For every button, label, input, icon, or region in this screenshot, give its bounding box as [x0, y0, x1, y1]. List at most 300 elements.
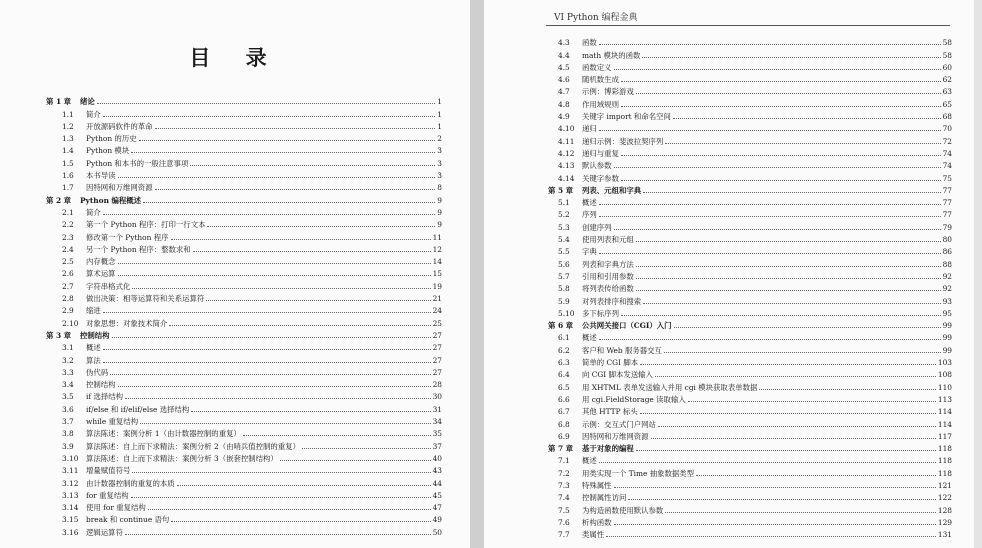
toc-entry-page: 114 — [937, 419, 952, 429]
toc-leader-dots — [664, 352, 941, 353]
toc-entry-page: 15 — [432, 269, 442, 279]
toc-entry-number: 3.7 — [62, 417, 74, 427]
toc-section-entry — [548, 330, 952, 342]
toc-entry-page: 1 — [437, 97, 442, 107]
toc-entry-label: 因特网和万维网资源 — [582, 431, 649, 441]
toc-section-entry — [548, 515, 952, 527]
toc-entry-label: 简介 — [86, 207, 101, 217]
toc-entry-number: 3.13 — [62, 490, 79, 500]
toc-entry-page: 49 — [432, 515, 442, 525]
toc-leader-dots — [118, 386, 431, 387]
toc-chapter-entry — [46, 328, 442, 340]
book-gutter — [470, 0, 484, 548]
toc-entry-page: 27 — [432, 343, 442, 353]
toc-section-entry — [548, 170, 952, 182]
toc-section-entry — [46, 168, 442, 180]
toc-leader-dots — [636, 278, 941, 279]
toc-entry-number: 1.6 — [62, 171, 74, 181]
toc-entry-page: 129 — [937, 517, 952, 527]
toc-section-entry — [548, 502, 952, 514]
toc-entry-number: 4.10 — [558, 124, 575, 134]
toc-entry-label: 用类实现一个 Time 抽象数据类型 — [582, 468, 695, 478]
toc-leader-dots — [171, 239, 431, 240]
toc-entry-label: 类属性 — [582, 530, 605, 540]
toc-leader-dots — [665, 512, 936, 513]
toc-entry-page: 65 — [942, 99, 952, 109]
toc-section-entry — [46, 205, 442, 217]
toc-entry-label: 开放源码软件的革命 — [86, 121, 153, 131]
toc-leader-dots — [599, 462, 936, 463]
toc-section-entry — [548, 47, 952, 59]
toc-entry-number: 2.9 — [62, 306, 74, 316]
toc-entry-page: 108 — [937, 370, 952, 380]
toc-leader-dots — [636, 241, 941, 242]
toc-entry-number: 6.6 — [558, 394, 570, 404]
toc-entry-label: 做出决策：相等运算符和关系运算符 — [86, 294, 205, 304]
toc-chapter-entry — [548, 441, 952, 453]
toc-leader-dots — [688, 401, 936, 402]
toc-section-entry — [46, 254, 442, 266]
toc-section-entry — [46, 242, 442, 254]
toc-entry-page: 118 — [937, 468, 952, 478]
toc-entry-label: 默认参数 — [582, 161, 612, 171]
toc-entry-label: 概述 — [582, 198, 597, 208]
toc-section-entry — [548, 60, 952, 72]
toc-section-entry — [46, 303, 442, 315]
toc-entry-page: 58 — [942, 38, 952, 48]
toc-entry-page: 50 — [432, 527, 442, 537]
toc-section-entry — [548, 269, 952, 281]
toc-entry-number: 3.10 — [62, 453, 79, 463]
toc-entry-number: 7.4 — [558, 493, 570, 503]
toc-entry-page: 37 — [432, 441, 442, 451]
toc-section-entry — [46, 180, 442, 192]
toc-section-entry — [548, 146, 952, 158]
toc-entry-label: 递归与重复 — [582, 148, 619, 158]
toc-section-entry — [548, 416, 952, 428]
toc-entry-number: 6.2 — [558, 345, 570, 355]
toc-entry-page: 19 — [432, 281, 442, 291]
toc-entry-label: 随机数生成 — [582, 75, 619, 85]
toc-entry-page: 88 — [942, 259, 952, 269]
toc-entry-number: 3.5 — [62, 392, 74, 402]
toc-leader-dots — [280, 460, 431, 461]
toc-entry-label: 引用和引用参数 — [582, 271, 634, 281]
toc-entry-page: 9 — [437, 220, 442, 230]
toc-entry-number: 3.2 — [62, 355, 74, 365]
toc-leader-dots — [148, 509, 431, 510]
toc-entry-page: 9 — [437, 207, 442, 217]
toc-section-entry — [46, 401, 442, 413]
toc-leader-dots — [621, 106, 941, 107]
toc-entry-page: 24 — [432, 306, 442, 316]
toc-section-entry — [46, 377, 442, 389]
toc-entry-number: 3.3 — [62, 367, 74, 377]
toc-section-entry — [548, 256, 952, 268]
toc-leader-dots — [131, 152, 435, 153]
toc-entry-number: 7.2 — [558, 468, 570, 478]
toc-leader-dots — [696, 475, 936, 476]
toc-entry-label: 多下标序列 — [582, 308, 619, 318]
toc-leader-dots — [643, 303, 940, 304]
toc-entry-number: 6.8 — [558, 419, 570, 429]
toc-leader-dots — [193, 251, 431, 252]
toc-section-entry — [548, 281, 952, 293]
toc-entry-number: 5.1 — [558, 198, 570, 208]
toc-entry-page: 63 — [942, 87, 952, 97]
toc-entry-label: Python 和本书的一般注意事项 — [86, 158, 189, 168]
toc-section-entry — [46, 488, 442, 500]
toc-entry-page: 14 — [432, 257, 442, 267]
toc-entry-number: 4.11 — [558, 136, 575, 146]
toc-entry-page: 68 — [942, 112, 952, 122]
toc-entry-number: 3.12 — [62, 478, 79, 488]
toc-entry-number: 3.9 — [62, 441, 74, 451]
toc-leader-dots — [103, 349, 431, 350]
toc-entry-page: 62 — [942, 75, 952, 85]
toc-entry-number: 2.8 — [62, 294, 74, 304]
left-page — [0, 0, 470, 548]
toc-entry-page: 3 — [437, 171, 442, 181]
toc-leader-dots — [112, 337, 431, 338]
toc-section-entry — [46, 340, 442, 352]
toc-leader-dots — [665, 143, 940, 144]
toc-entry-label: 序列 — [582, 210, 597, 220]
toc-entry-page: 70 — [942, 124, 952, 134]
toc-entry-page: 1 — [437, 109, 442, 119]
toc-section-entry — [46, 291, 442, 303]
toc-entry-number: 5.6 — [558, 259, 570, 269]
toc-leader-dots — [640, 413, 936, 414]
toc-leader-dots — [118, 177, 436, 178]
toc-entry-page: 34 — [432, 417, 442, 427]
toc-entry-number: 3.14 — [62, 503, 79, 513]
toc-entry-number: 第 1 章 — [46, 97, 72, 107]
toc-entry-number: 第 7 章 — [548, 444, 574, 454]
toc-entry-label: 算术运算 — [86, 269, 116, 279]
toc-entry-label: 缩进 — [86, 306, 101, 316]
toc-entry-label: 概述 — [582, 333, 597, 343]
toc-entry-page: 118 — [937, 456, 952, 466]
toc-entry-number: 3.1 — [62, 343, 74, 353]
toc-section-entry — [46, 463, 442, 475]
toc-entry-label: 简介 — [86, 109, 101, 119]
toc-leader-dots — [143, 202, 435, 203]
toc-leader-dots — [599, 44, 941, 45]
toc-entry-number: 第 6 章 — [548, 321, 574, 331]
toc-entry-label: 另一个 Python 程序：整数求和 — [86, 244, 191, 254]
toc-entry-page: 3 — [437, 158, 442, 168]
toc-entry-page: 117 — [937, 431, 952, 441]
toc-leader-dots — [155, 128, 436, 129]
toc-section-entry — [548, 207, 952, 219]
toc-entry-label: if/else 和 if/elif/else 选择结构 — [86, 404, 190, 414]
toc-entry-label: 简单的 CGI 脚本 — [582, 358, 639, 368]
toc-section-entry — [46, 131, 442, 143]
toc-section-entry — [548, 478, 952, 490]
toc-entry-page: 12 — [432, 244, 442, 254]
toc-entry-number: 2.10 — [62, 318, 79, 328]
toc-leader-dots — [103, 214, 436, 215]
toc-entry-page: 28 — [432, 380, 442, 390]
toc-leader-dots — [171, 521, 430, 522]
toc-entry-page: 35 — [432, 429, 442, 439]
toc-entry-label: 字符串格式化 — [86, 281, 131, 291]
toc-leader-dots — [103, 362, 431, 363]
toc-leader-dots — [125, 534, 431, 535]
toc-leader-dots — [599, 253, 941, 254]
toc-section-entry — [46, 414, 442, 426]
toc-section-entry — [548, 379, 952, 391]
toc-entry-page: 77 — [942, 185, 952, 195]
toc-leader-dots — [207, 226, 435, 227]
toc-leader-dots — [132, 288, 430, 289]
toc-entry-page: 27 — [432, 355, 442, 365]
toc-entry-label: 基于对象的编程 — [582, 444, 634, 454]
toc-leader-dots — [759, 389, 936, 390]
toc-entry-number: 6.1 — [558, 333, 570, 343]
toc-entry-number: 第 5 章 — [548, 185, 574, 195]
toc-leader-dots — [206, 300, 430, 301]
toc-entry-page: 25 — [432, 318, 442, 328]
toc-leader-dots — [599, 339, 941, 340]
toc-entry-page: 45 — [432, 490, 442, 500]
toc-entry-page: 79 — [942, 222, 952, 232]
toc-leader-dots — [673, 118, 941, 119]
toc-entry-page: 31 — [432, 404, 442, 414]
toc-entry-page: 75 — [942, 173, 952, 183]
toc-entry-number: 4.4 — [558, 50, 570, 60]
toc-entry-number: 5.9 — [558, 296, 570, 306]
toc-entry-label: 本书导读 — [86, 171, 116, 181]
toc-chapter-entry — [548, 183, 952, 195]
toc-section-entry — [548, 527, 952, 539]
toc-entry-page: 131 — [937, 530, 952, 540]
toc-entry-number: 5.3 — [558, 222, 570, 232]
toc-entry-number: 1.7 — [62, 183, 74, 193]
toc-entry-number: 3.15 — [62, 515, 79, 525]
toc-entry-page: 114 — [937, 407, 952, 417]
toc-entry-number: 6.3 — [558, 358, 570, 368]
toc-entry-page: 30 — [432, 392, 442, 402]
toc-leader-dots — [118, 275, 431, 276]
toc-leader-dots — [614, 487, 936, 488]
toc-leader-dots — [614, 524, 936, 525]
toc-leader-dots — [139, 140, 436, 141]
toc-entry-page: 27 — [432, 330, 442, 340]
toc-leader-dots — [97, 103, 436, 104]
toc-section-entry — [46, 438, 442, 450]
toc-leader-dots — [642, 57, 940, 58]
toc-entry-number: 4.13 — [558, 161, 575, 171]
toc-leader-dots — [606, 536, 936, 537]
toc-leader-dots — [140, 423, 430, 424]
toc-entry-page: 95 — [942, 308, 952, 318]
toc-leader-dots — [628, 499, 936, 500]
toc-entry-page: 3 — [437, 146, 442, 156]
toc-entry-page: 44 — [432, 478, 442, 488]
toc-entry-number: 5.4 — [558, 235, 570, 245]
toc-entry-number: 5.7 — [558, 271, 570, 281]
toc-entry-label: math 模块的函数 — [582, 50, 641, 60]
toc-entry-number: 5.2 — [558, 210, 570, 220]
toc-leader-dots — [658, 426, 936, 427]
toc-entry-label: 递归 — [582, 124, 597, 134]
toc-entry-number: 3.8 — [62, 429, 74, 439]
toc-entry-number: 7.5 — [558, 505, 570, 515]
toc-section-entry — [46, 106, 442, 118]
toc-entry-page: 86 — [942, 247, 952, 257]
toc-entry-label: 修改第一个 Python 程序 — [86, 232, 169, 242]
page-edge — [974, 0, 982, 548]
toc-entry-number: 第 3 章 — [46, 330, 72, 340]
toc-entry-page: 122 — [937, 493, 952, 503]
toc-entry-number: 1.3 — [62, 134, 74, 144]
toc-section-entry — [548, 195, 952, 207]
toc-entry-page: 99 — [942, 321, 952, 331]
toc-section-entry — [46, 365, 442, 377]
toc-entry-label: 伪代码 — [86, 367, 109, 377]
toc-entry-page: 27 — [432, 367, 442, 377]
toc-entry-page: 43 — [432, 466, 442, 476]
toc-entry-page: 72 — [942, 136, 952, 146]
toc-leader-dots — [651, 438, 936, 439]
toc-entry-number: 6.9 — [558, 431, 570, 441]
toc-entry-label: 析构函数 — [582, 517, 612, 527]
toc-entry-label: 控制结构 — [80, 330, 110, 340]
toc-leader-dots — [621, 81, 941, 82]
toc-entry-label: 关键字 import 和命名空间 — [582, 112, 671, 122]
toc-entry-number: 3.11 — [62, 466, 79, 476]
toc-entry-number: 6.4 — [558, 370, 570, 380]
toc-section-entry — [548, 72, 952, 84]
toc-section-entry — [46, 229, 442, 241]
toc-entry-number: 4.7 — [558, 87, 570, 97]
toc-entry-number: 5.5 — [558, 247, 570, 257]
toc-entry-label: 列表、元组和字典 — [582, 185, 642, 195]
toc-entry-page: 113 — [937, 394, 952, 404]
toc-leader-dots — [103, 312, 431, 313]
toc-entry-label: 概述 — [86, 343, 101, 353]
toc-entry-label: for 重复结构 — [86, 490, 129, 500]
toc-entry-label: 列表和字典方法 — [582, 259, 634, 269]
toc-entry-label: Python 编程概述 — [80, 195, 142, 205]
toc-entry-label: 字典 — [582, 247, 597, 257]
toc-entry-label: 其他 HTTP 标头 — [582, 407, 638, 417]
toc-entry-label: 示例：博彩游戏 — [582, 87, 634, 97]
toc-entry-number: 1.5 — [62, 158, 74, 168]
toc-section-entry — [548, 121, 952, 133]
toc-title: 目 录 — [189, 45, 281, 70]
toc-entry-page: 121 — [937, 480, 952, 490]
toc-section-entry — [548, 404, 952, 416]
toc-section-entry — [548, 158, 952, 170]
toc-section-entry — [46, 500, 442, 512]
toc-section-entry — [46, 119, 442, 131]
toc-entry-label: 第一个 Python 程序：打印一行文本 — [86, 220, 206, 230]
toc-entry-page: 103 — [937, 358, 952, 368]
toc-entry-number: 7.6 — [558, 517, 570, 527]
toc-entry-page: 110 — [937, 382, 952, 392]
toc-entry-label: 对象思想：对象技术简介 — [86, 318, 168, 328]
toc-leader-dots — [614, 167, 941, 168]
toc-entry-page: 74 — [942, 148, 952, 158]
toc-entry-page: 2 — [437, 134, 442, 144]
toc-entry-number: 4.9 — [558, 112, 570, 122]
toc-section-entry — [548, 109, 952, 121]
toc-entry-page: 74 — [942, 161, 952, 171]
toc-section-entry — [46, 512, 442, 524]
running-head: VI Python 编程金典 — [554, 13, 638, 23]
toc-leader-dots — [177, 485, 431, 486]
toc-entry-page: 21 — [432, 294, 442, 304]
toc-leader-dots — [103, 116, 436, 117]
toc-section-entry — [548, 35, 952, 47]
toc-entry-label: 特殊属性 — [582, 480, 612, 490]
toc-section-entry — [548, 306, 952, 318]
toc-leader-dots — [614, 69, 941, 70]
toc-entry-label: 关键字参数 — [582, 173, 619, 183]
toc-leader-dots — [118, 263, 431, 264]
toc-section-entry — [548, 342, 952, 354]
right-page — [484, 0, 974, 548]
toc-leader-dots — [599, 130, 941, 131]
toc-section-entry — [548, 219, 952, 231]
toc-entry-number: 2.3 — [62, 232, 74, 242]
toc-leader-dots — [636, 266, 941, 267]
toc-section-entry — [46, 315, 442, 327]
toc-entry-number: 4.12 — [558, 148, 575, 158]
toc-chapter-entry — [548, 318, 952, 330]
toc-entry-label: 对列表排序和搜索 — [582, 296, 642, 306]
toc-entry-page: 77 — [942, 210, 952, 220]
toc-leader-dots — [243, 435, 431, 436]
toc-entry-page: 40 — [432, 453, 442, 463]
toc-entry-number: 7.1 — [558, 456, 570, 466]
toc-entry-page: 60 — [942, 62, 952, 72]
toc-entry-page: 99 — [942, 345, 952, 355]
toc-entry-page: 80 — [942, 235, 952, 245]
toc-leader-dots — [599, 204, 941, 205]
toc-section-entry — [46, 426, 442, 438]
toc-section-entry — [46, 143, 442, 155]
toc-entry-number: 4.5 — [558, 62, 570, 72]
toc-entry-label: Python 的历史 — [86, 134, 137, 144]
toc-entry-label: 因特网和万维网资源 — [86, 183, 153, 193]
toc-leader-dots — [155, 189, 436, 190]
toc-entry-number: 1.1 — [62, 109, 74, 119]
toc-entry-number: 5.8 — [558, 284, 570, 294]
toc-section-entry — [46, 266, 442, 278]
toc-entry-number: 6.7 — [558, 407, 570, 417]
toc-entry-label: 使用列表和元组 — [582, 235, 634, 245]
toc-entry-label: 创建序列 — [582, 222, 612, 232]
toc-entry-number: 7.3 — [558, 480, 570, 490]
toc-section-entry — [46, 217, 442, 229]
toc-leader-dots — [621, 155, 941, 156]
toc-leader-dots — [131, 497, 431, 498]
toc-leader-dots — [614, 229, 941, 230]
toc-entry-number: 1.4 — [62, 146, 74, 156]
left-toc-list — [46, 94, 442, 537]
toc-section-entry — [548, 244, 952, 256]
toc-section-entry — [548, 232, 952, 244]
toc-entry-label: 将列表传给函数 — [582, 284, 634, 294]
toc-entry-number: 2.6 — [62, 269, 74, 279]
toc-entry-number: 3.16 — [62, 527, 79, 537]
toc-entry-number: 2.4 — [62, 244, 74, 254]
toc-entry-label: 用 XHTML 表单发送输入并用 cgi 模块获取表单数据 — [582, 382, 758, 392]
